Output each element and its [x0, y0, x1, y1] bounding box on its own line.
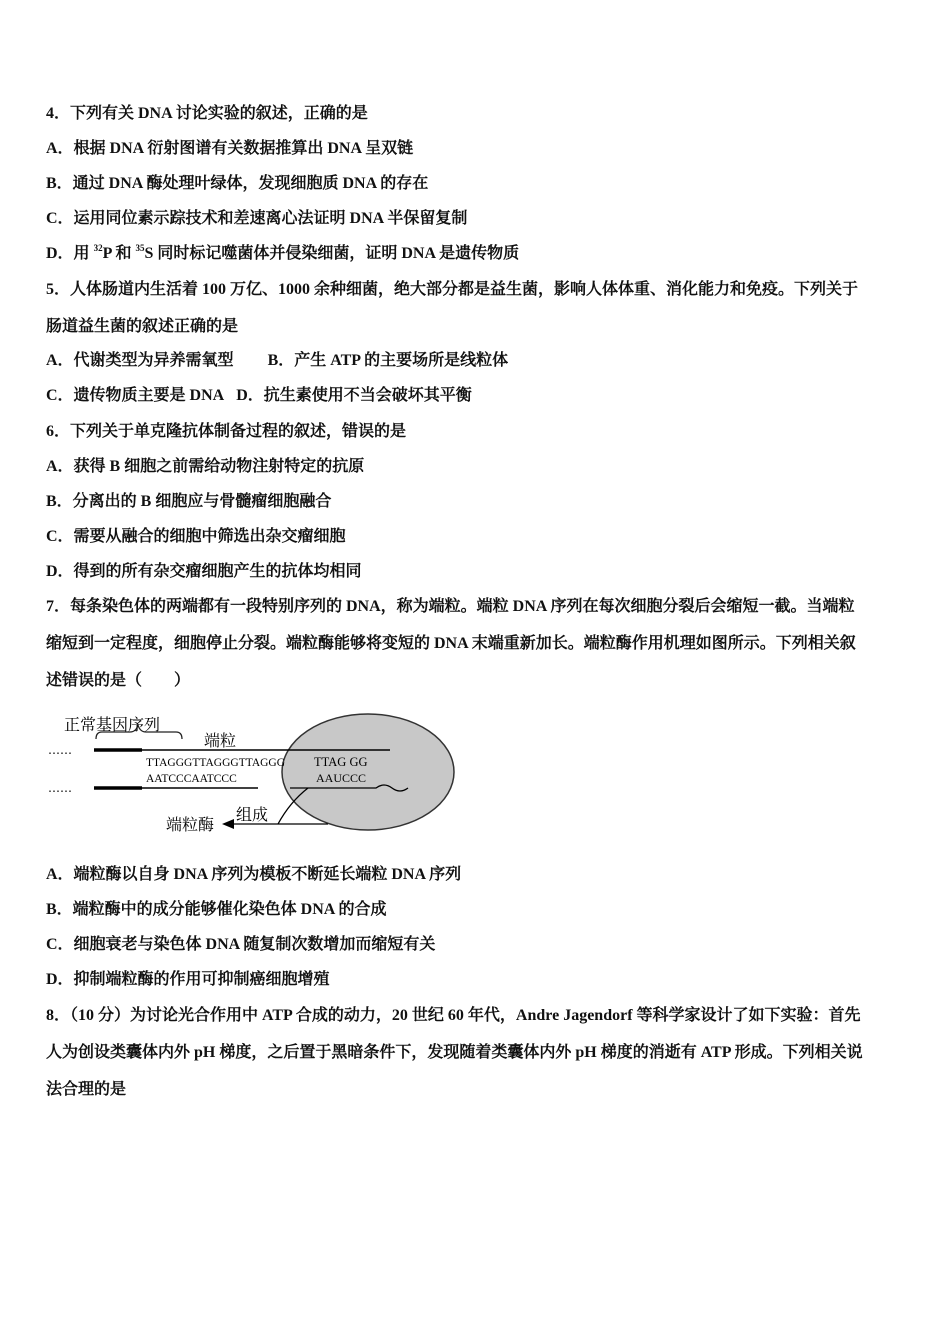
- q4-option-b: B．通过 DNA 酶处理叶绿体，发现细胞质 DNA 的存在: [46, 175, 429, 192]
- q4-option-d: [46, 244, 519, 264]
- q5-options-cd: [46, 386, 472, 406]
- telomerase-diagram: [46, 706, 456, 846]
- q4-option-c: C．运用同位素示踪技术和差速离心法证明 DNA 半保留复制: [46, 210, 468, 227]
- telomere-label: 端粒: [204, 731, 237, 750]
- q7-stem-line2: 缩短到一定程度，细胞停止分裂。端粒酶能够将变短的 DNA 末端重新加长。端粒酶作用机理如图所示。下列相关叙: [46, 635, 856, 652]
- q4-d-mid: P 和: [102, 245, 136, 262]
- q4-stem: 4．下列有关 DNA 讨论实验的叙述，正确的是: [46, 105, 368, 122]
- q7-option-a: A．端粒酶以自身 DNA 序列为模板不断延长端粒 DNA 序列: [46, 866, 462, 883]
- q4-d-sup-32: 32: [93, 243, 103, 253]
- q4-d-post: S 同时标记噬菌体并侵染细菌，证明 DNA 是遗传物质: [144, 245, 520, 262]
- top-strand-extension: TTAG GG: [314, 755, 368, 769]
- telomerase-ellipse: [282, 714, 454, 830]
- q8-stem-line1: 8．（10 分）为讨论光合作用中 ATP 合成的动力，20 世纪 60 年代，Andre Jagendorf 等科学家设计了如下实验：首先: [46, 1007, 861, 1024]
- q5-option-d: D．抗生素使用不当会破坏其平衡: [236, 387, 472, 404]
- q4-d-pre: D．用: [46, 245, 94, 262]
- q8-stem-line2: 人为创设类囊体内外 pH 梯度，之后置于黑暗条件下，发现随着类囊体内外 pH 梯度的消逝有 ATP 形成。下列相关说: [46, 1044, 863, 1061]
- q5-options-ab: [46, 351, 508, 371]
- q5-option-a: A．代谢类型为异养需氧型: [46, 352, 234, 369]
- q6-option-b: B．分离出的 B 细胞应与骨髓瘤细胞融合: [46, 493, 332, 510]
- q7-stem-line3: 述错误的是（ ）: [46, 672, 191, 689]
- q5-stem-line1: 5．人体肠道内生活着 100 万亿、1000 余种细菌，绝大部分都是益生菌，影响人体体重、消化能力和免疫。下列关于: [46, 281, 859, 298]
- q7-stem-line1: 7．每条染色体的两端都有一段特别序列的 DNA，称为端粒。端粒 DNA 序列在每次细胞分裂后会缩短一截。当端粒: [46, 598, 855, 615]
- top-strand-sequence: TTAGGGTTAGGGTTAGGG: [146, 757, 286, 769]
- bottom-strand-sequence: AATCCCAATCCC: [146, 773, 237, 785]
- enzyme-arrow-head: [222, 819, 234, 829]
- q4-d-sup-35: 35: [135, 243, 145, 253]
- q6-option-a: A．获得 B 细胞之前需给动物注射特定的抗原: [46, 458, 365, 475]
- q4-option-a: A．根据 DNA 衍射图谱有关数据推算出 DNA 呈双链: [46, 140, 414, 157]
- q6-stem: 6．下列关于单克隆抗体制备过程的叙述，错误的是: [46, 423, 407, 440]
- top-dots: ……: [48, 743, 72, 757]
- normal-gene-label: 正常基因序列: [64, 715, 161, 734]
- q7-option-d: D．抑制端粒酶的作用可抑制癌细胞增殖: [46, 971, 330, 988]
- rna-template: AAUCCC: [316, 771, 367, 785]
- q8-stem-line3: 法合理的是: [46, 1081, 127, 1098]
- q5-stem-line2: 肠道益生菌的叙述正确的是: [46, 318, 239, 335]
- telomerase-label: 端粒酶: [166, 815, 215, 834]
- q5-option-c: C．遗传物质主要是 DNA: [46, 387, 225, 404]
- q6-option-c: C．需要从融合的细胞中筛选出杂交瘤细胞: [46, 528, 346, 545]
- q7-option-c: C．细胞衰老与染色体 DNA 随复制次数增加而缩短有关: [46, 936, 436, 953]
- q6-option-d: D．得到的所有杂交瘤细胞产生的抗体均相同: [46, 563, 362, 580]
- bottom-dots: ……: [48, 781, 72, 795]
- q7-option-b: B．端粒酶中的成分能够催化染色体 DNA 的合成: [46, 901, 387, 918]
- compose-label: 组成: [236, 805, 269, 824]
- q5-option-b: B．产生 ATP 的主要场所是线粒体: [267, 352, 509, 369]
